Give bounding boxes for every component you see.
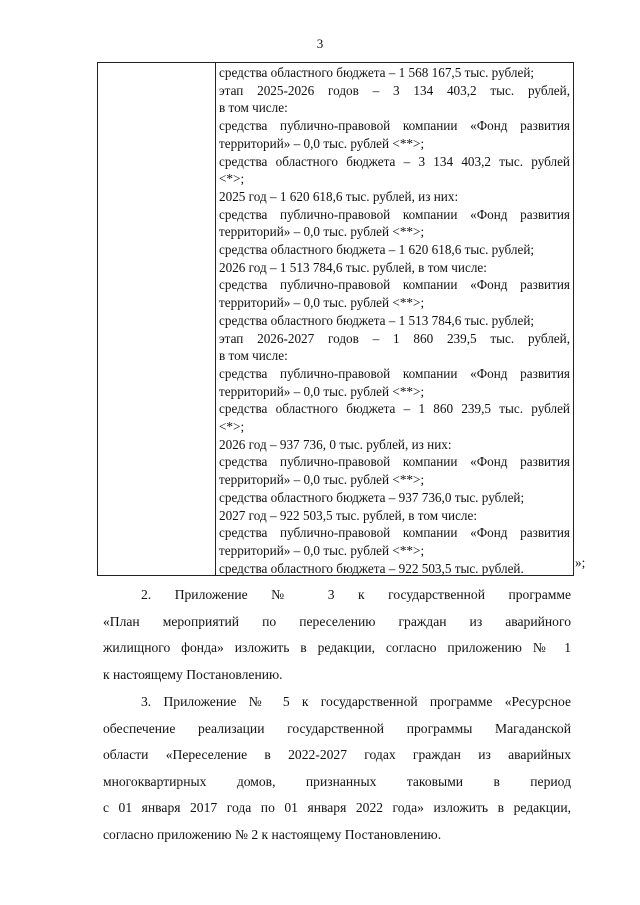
table-line: этап 2025-2026 годов – 3 134 403,2 тыс. рублей, [219,82,570,98]
table-line: средства областного бюджета – 922 503,5 тыс. рублей. [219,560,524,576]
funding-table [97,62,574,576]
paragraph-line: обеспечение реализации государственной программы Магаданской [103,720,571,736]
table-line: средства публично-правовой компании «Фонд развития [219,277,570,293]
table-left-cell [98,63,216,575]
paragraph-line: жилищного фонда» изложить в редакции, согласно приложению № 1 [103,640,571,655]
table-line: средства публично-правовой компании «Фонд развития [219,365,570,381]
paragraph-line: 2. Приложение № 3 к государственной программе [141,587,571,602]
table-line: <*>; [219,419,245,434]
table-line: 2026 год – 1 513 784,6 тыс. рублей, в том числе: [219,259,487,275]
paragraph-line: области «Переселение в 2022-2027 годах граждан из аварийных [103,747,571,762]
table-line: средства областного бюджета – 1 860 239,5 тыс. рублей [219,401,570,417]
table-right-cell [216,63,573,575]
table-line: территорий» – 0,0 тыс. рублей <**>; [219,135,425,151]
table-line: территорий» – 0,0 тыс. рублей <**>; [219,472,425,488]
table-line: территорий» – 0,0 тыс. рублей <**>; [219,383,425,399]
paragraph-line: к настоящему Постановлению. [103,666,283,682]
paragraph-line: с 01 января 2017 года по 01 января 2022 года» изложить в редакции, [103,800,571,815]
table-line: средства областного бюджета – 1 568 167,5 тыс. рублей; [219,65,535,80]
table-line: <*>; [219,171,245,187]
paragraph-line: согласно приложению № 2 к настоящему Постановлению. [103,826,442,842]
table-line: средства областного бюджета – 937 736,0 тыс. рублей; [219,489,525,505]
table-line: средства публично-правовой компании «Фонд развития [219,525,570,541]
table-line: 2026 год – 937 736, 0 тыс. рублей, из них: [219,436,452,452]
table-line: территорий» – 0,0 тыс. рублей <**>; [219,542,425,558]
table-line: средства публично-правовой компании «Фонд развития [219,454,570,470]
table-line: средства областного бюджета – 1 620 618,6 тыс. рублей; [219,242,535,257]
table-line: в том числе: [219,348,288,364]
table-line: средства областного бюджета – 3 134 403,2 тыс. рублей [219,153,570,169]
table-line: средства публично-правовой компании «Фонд развития [219,118,570,134]
table-line: территорий» – 0,0 тыс. рублей <**>; [219,295,425,311]
table-line: 2027 год – 922 503,5 тыс. рублей, в том числе: [219,507,478,523]
table-line: средства областного бюджета – 1 513 784,6 тыс. рублей; [219,312,535,328]
page-number: 3 [316,36,324,51]
paragraph-line: многоквартирных домов, признанных таковыми в период [103,773,571,789]
table-line: этап 2026-2027 годов – 1 860 239,5 тыс. рублей, [219,330,570,346]
paragraph-line: «План мероприятий по переселению граждан из аварийного [103,613,571,629]
table-closing-quote: »; [575,555,586,570]
table-line: в том числе: [219,100,288,116]
table-line: средства публично-правовой компании «Фонд развития [219,206,570,222]
table-line: территорий» – 0,0 тыс. рублей <**>; [219,224,425,240]
paragraph-line: 3. Приложение № 5 к государственной программе «Ресурсное [141,694,571,709]
table-line: 2025 год – 1 620 618,6 тыс. рублей, из них: [219,188,459,204]
